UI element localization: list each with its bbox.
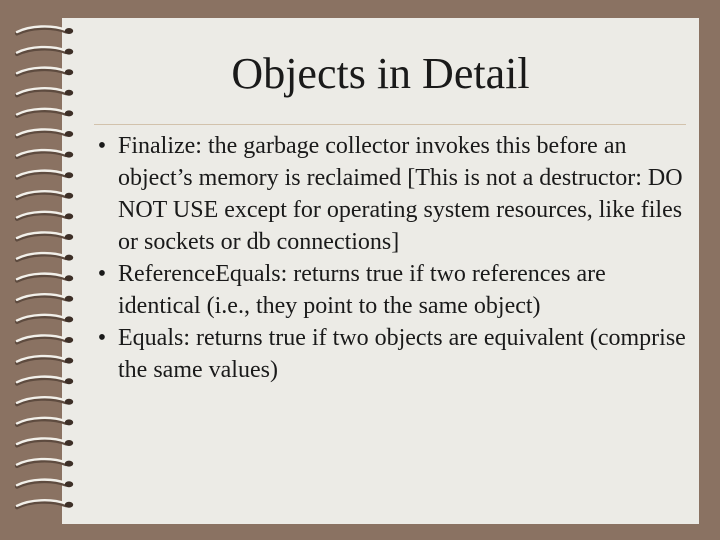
bullet-text: Finalize: the garbage collector invokes this before an object’s memory is reclaimed [This is not a destructor: DO NOT USE except for operating system resources, like files or sockets or db connections] (118, 133, 683, 255)
spiral-ring (17, 232, 73, 240)
spiral-ring (17, 129, 73, 137)
spiral-ring (17, 397, 73, 405)
bullet-glyph: • (97, 261, 107, 287)
spiral-ring (17, 26, 73, 34)
spiral-ring (17, 500, 73, 508)
title-divider (94, 124, 686, 125)
spiral-ring (17, 109, 73, 117)
spiral-ring (17, 315, 73, 323)
bullet-item (86, 258, 691, 322)
spiral-ring (17, 335, 73, 343)
spiral-ring (17, 377, 73, 385)
bullet-text: ReferenceEquals: returns true if two references are identical (i.e., they point to the same object) (118, 261, 606, 319)
spiral-ring (17, 459, 73, 467)
spiral-ring (17, 191, 73, 199)
bullet-item (86, 322, 691, 386)
bullet-glyph: • (97, 325, 107, 351)
spiral-ring (17, 253, 73, 261)
spiral-ring (17, 438, 73, 446)
spiral-ring (17, 480, 73, 488)
spiral-ring (17, 356, 73, 364)
spiral-ring (17, 212, 73, 220)
bullet-item (86, 130, 691, 258)
bullet-text: Equals: returns true if two objects are equivalent (comprise the same values) (118, 325, 686, 383)
spiral-ring (17, 294, 73, 302)
spiral-ring (17, 171, 73, 179)
spiral-ring (17, 274, 73, 282)
bullet-glyph: • (97, 133, 107, 159)
spiral-ring (17, 150, 73, 158)
bullet-list (86, 130, 691, 386)
slide-title: Objects in Detail (231, 49, 530, 98)
spiral-ring (17, 418, 73, 426)
